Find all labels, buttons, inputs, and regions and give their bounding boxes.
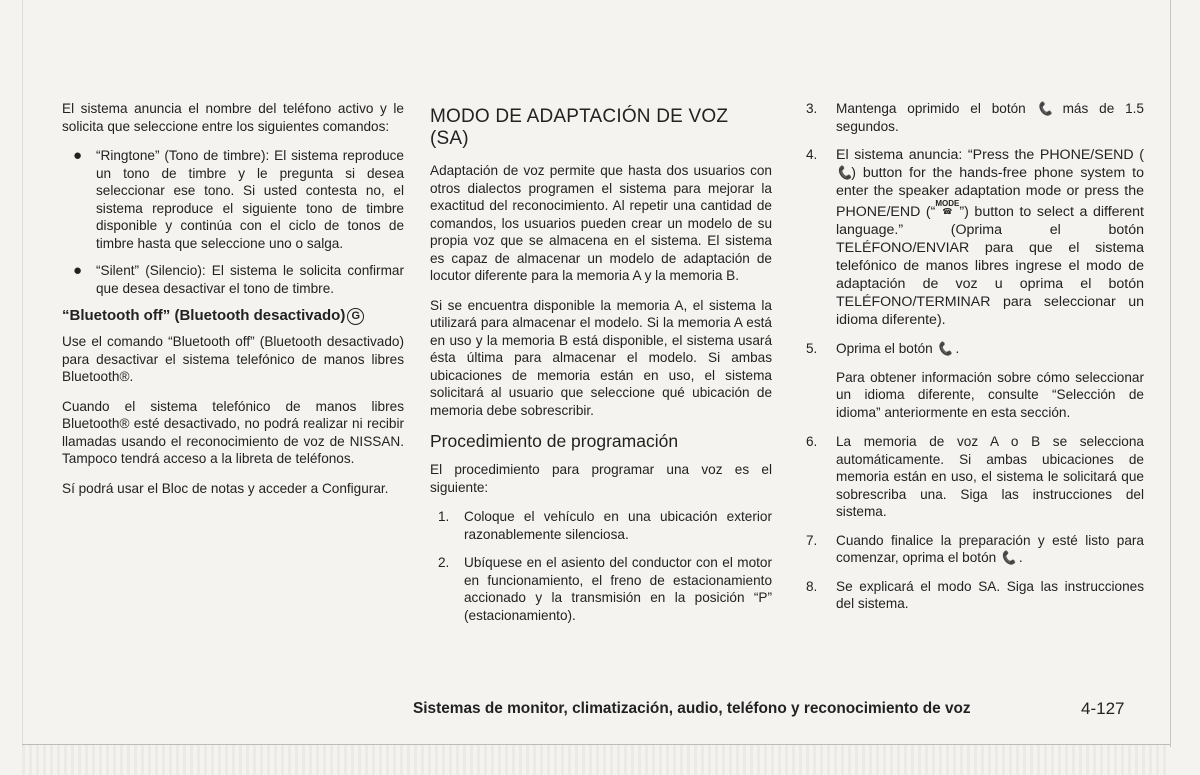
step-number: 5. — [806, 341, 818, 356]
bullet-icon: ● — [73, 262, 83, 279]
bullet-icon: ● — [73, 147, 83, 164]
bullet-text: “Ringtone” (Tono de timbre): El sistema reproduce un tono de timbre y le pregunta si desea seleccionar ese tono. Si usted contesta no, el sistema reproduce el siguiente tono de timbre disponible y continúa con el ciclo de tonos de timbre hasta que seleccione uno o salga. — [96, 148, 404, 251]
step-number: 6. — [806, 434, 818, 449]
paragraph: Adaptación de voz permite que hasta dos usuarios con otros dialectos programen el sistema para mejorar la exactitud del reconocimiento. Al repetir una cantidad de comandos, los usuarios pueden crear un modelo de su propia voz que se almacena en el sistema. El sistema es capaz de almacenar un modelo de adaptación de locutor diferente para la memoria A y la memoria B. — [430, 163, 772, 283]
step-text: La memoria de voz A o B se selecciona automáticamente. Si ambas ubicaciones de memoria están en uso, el sistema le solicitará que sobrescriba una. Siga las instrucciones del sistema. — [836, 434, 1144, 519]
step-item — [430, 554, 772, 624]
step-text-part: El sistema anuncia: “Press the PHONE/SEND ( — [836, 147, 1144, 163]
step-text-part: ”) button to select a different language.” (Oprima el botón TELÉFONO/ENVIAR para que el sistema telefónico de manos libres ingrese el modo de adaptación de voz u oprima el botón TELÉFONO/TERMINAR para seleccionar un idioma diferente). — [836, 204, 1144, 328]
heading-text: “Bluetooth off” (Bluetooth desactivado) — [62, 307, 346, 324]
section-heading — [62, 307, 404, 325]
section-title: MODO DE ADAPTACIÓN DE VOZ (SA) — [430, 106, 729, 149]
step-text: Ubíquese en el asiento del conductor con el motor en funcionamiento, el freno de estacionamiento accionado y la transmisión en la posición “P” (estacionamiento). — [464, 555, 772, 623]
paragraph: Sí podrá usar el Bloc de notas y acceder a Configurar. — [62, 480, 389, 496]
column-2 — [430, 100, 772, 635]
step-text-part: Cuando finalice la preparación y esté listo para comenzar, oprima el botón — [836, 532, 1144, 565]
bullet-text: “Silent” (Silencio): El sistema le solicita confirmar que desea desactivar el tono de timbre. — [96, 263, 404, 296]
step-text — [836, 146, 1144, 329]
phone-talk-icon: 📞 — [836, 165, 852, 180]
column-1 — [62, 100, 404, 509]
step-text: Se explicará el modo SA. Siga las instrucciones del sistema. — [836, 578, 1144, 611]
phone-talk-icon: 📞 — [999, 550, 1016, 565]
scan-edge-left — [22, 0, 23, 747]
bullet-item — [62, 262, 404, 297]
paragraph: Use el comando “Bluetooth off” (Bluetooth desactivado) para desactivar el sistema telefónico de manos libres Bluetooth®. — [62, 334, 404, 384]
step-number: 2. — [438, 555, 450, 570]
subsection-title: Procedimiento de programación — [430, 431, 679, 451]
phone-talk-icon: 📞 — [936, 341, 952, 356]
page-number: 4-127 — [1081, 699, 1125, 718]
step-number: 1. — [438, 509, 450, 524]
mode-label: MODE — [935, 199, 960, 208]
paragraph: El procedimiento para programar una voz es el siguiente: — [430, 462, 772, 495]
mode-end-icon: MODE ☎ — [935, 199, 960, 216]
step-item — [806, 433, 1144, 521]
step-text-part: Oprima el botón — [836, 341, 937, 356]
step-item — [806, 340, 1144, 358]
footer-title: Sistemas de monitor, climatización, audio, teléfono y reconocimiento de voz — [413, 700, 971, 717]
step-number: 8. — [806, 578, 818, 594]
column-3 — [806, 100, 1144, 624]
step-text — [836, 100, 1144, 135]
step-item — [806, 532, 1144, 567]
step-text-part: más de 1.5 segundos. — [836, 101, 1144, 134]
bullet-item — [62, 147, 404, 252]
scan-edge-right — [1170, 0, 1171, 747]
step-note: Para obtener información sobre cómo seleccionar un idioma diferente, consulte “Selección de idioma” anteriormente en esta sección. — [836, 369, 1144, 420]
phone-talk-icon: 📞 — [1036, 101, 1052, 116]
step-number: 3. — [806, 101, 818, 116]
step-text — [836, 532, 1144, 567]
intro-paragraph: El sistema anuncia el nombre del teléfono activo y le solicita que seleccione entre los siguientes comandos: — [62, 101, 404, 134]
step-item — [806, 100, 1144, 135]
step-item — [806, 578, 1144, 613]
step-text: Coloque el vehículo en una ubicación exterior razonablemente silenciosa. — [464, 509, 772, 542]
paragraph: Cuando el sistema telefónico de manos libres Bluetooth® esté desactivado, no podrá realizar ni recibir llamadas usando el reconocimiento de voz de NISSAN. Tampoco tendrá acceso a la libreta de teléfonos. — [62, 398, 404, 466]
paragraph: Si se encuentra disponible la memoria A, el sistema la utilizará para almacenar el modelo. Si la memoria A está en uso y la memoria B está disponible, el sistema usará ésta última para almacenar el modelo. Si ambas ubicaciones de memoria están en uso, el sistema solicitará al usuario que seleccione qué ubicación de memoria debe sobrescribir. — [430, 297, 772, 418]
step-text-part: . — [1015, 550, 1023, 565]
step-number: 7. — [806, 532, 818, 548]
step-item — [430, 508, 772, 543]
step-text-part: ) button for the hands-free phone system to enter the speaker adaptation mode or press the PHONE/END (“ — [836, 165, 1144, 220]
scan-noise — [22, 745, 1170, 775]
step-number: 4. — [806, 147, 818, 162]
step-text — [836, 340, 1144, 358]
circled-mark-icon: G — [347, 308, 364, 325]
step-text-part: . — [951, 341, 960, 356]
step-text-part: Mantenga oprimido el botón — [836, 101, 1037, 116]
step-item — [806, 146, 1144, 329]
